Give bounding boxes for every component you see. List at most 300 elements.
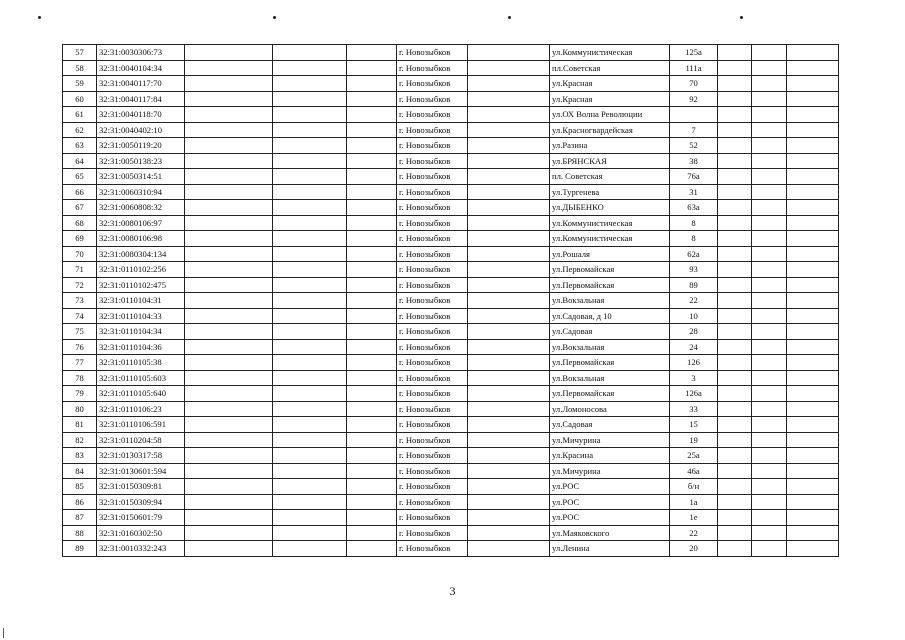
row-number: 71	[63, 262, 97, 278]
cadastral-number: 32:31:0050138:23	[97, 153, 185, 169]
cadastral-number: 32:31:0030306:73	[97, 45, 185, 61]
house-number: 31	[670, 184, 718, 200]
empty-cell	[347, 432, 397, 448]
empty-cell	[347, 541, 397, 557]
empty-cell	[347, 401, 397, 417]
empty-cell	[752, 277, 787, 293]
city-name: г. Новозыбков	[397, 324, 468, 340]
empty-cell	[185, 448, 273, 464]
empty-cell	[752, 60, 787, 76]
empty-cell	[185, 107, 273, 123]
row-number: 84	[63, 463, 97, 479]
table-row	[63, 355, 839, 371]
empty-cell	[347, 386, 397, 402]
property-table	[62, 44, 839, 557]
empty-cell	[185, 277, 273, 293]
house-number: 28	[670, 324, 718, 340]
empty-cell	[185, 293, 273, 309]
empty-cell	[787, 541, 839, 557]
empty-cell	[468, 324, 550, 340]
house-number: б/н	[670, 479, 718, 495]
house-number: 92	[670, 91, 718, 107]
empty-cell	[468, 76, 550, 92]
row-number: 61	[63, 107, 97, 123]
city-name: г. Новозыбков	[397, 169, 468, 185]
empty-cell	[752, 386, 787, 402]
city-name: г. Новозыбков	[397, 200, 468, 216]
city-name: г. Новозыбков	[397, 370, 468, 386]
row-number: 64	[63, 153, 97, 169]
empty-cell	[468, 246, 550, 262]
street-name: ул.Садовая	[550, 417, 670, 433]
empty-cell	[347, 355, 397, 371]
city-name: г. Новозыбков	[397, 355, 468, 371]
empty-cell	[273, 355, 347, 371]
cadastral-number: 32:31:0110204:58	[97, 432, 185, 448]
empty-cell	[185, 215, 273, 231]
table-row	[63, 541, 839, 557]
empty-cell	[718, 60, 752, 76]
street-name: ул.ДЫБЕНКО	[550, 200, 670, 216]
empty-cell	[718, 324, 752, 340]
table-row	[63, 76, 839, 92]
house-number: 111а	[670, 60, 718, 76]
empty-cell	[185, 463, 273, 479]
table-row	[63, 231, 839, 247]
empty-cell	[468, 138, 550, 154]
row-number: 74	[63, 308, 97, 324]
empty-cell	[347, 76, 397, 92]
empty-cell	[185, 355, 273, 371]
cadastral-number: 32:31:0150309:94	[97, 494, 185, 510]
street-name: ул.Вокзальная	[550, 339, 670, 355]
empty-cell	[468, 45, 550, 61]
empty-cell	[468, 169, 550, 185]
row-number: 79	[63, 386, 97, 402]
empty-cell	[718, 138, 752, 154]
empty-cell	[752, 417, 787, 433]
street-name: ул.Разина	[550, 138, 670, 154]
empty-cell	[787, 200, 839, 216]
empty-cell	[347, 91, 397, 107]
street-name: ул.Красная	[550, 76, 670, 92]
empty-cell	[347, 138, 397, 154]
house-number: 76а	[670, 169, 718, 185]
empty-cell	[752, 448, 787, 464]
table-row	[63, 45, 839, 61]
cadastral-number: 32:31:0110104:34	[97, 324, 185, 340]
cadastral-number: 32:31:0040104:34	[97, 60, 185, 76]
city-name: г. Новозыбков	[397, 417, 468, 433]
cadastral-number: 32:31:0110106:591	[97, 417, 185, 433]
empty-cell	[273, 479, 347, 495]
city-name: г. Новозыбков	[397, 494, 468, 510]
street-name: ул.Первомайская	[550, 277, 670, 293]
table-row	[63, 448, 839, 464]
row-number: 82	[63, 432, 97, 448]
row-number: 58	[63, 60, 97, 76]
row-number: 68	[63, 215, 97, 231]
empty-cell	[752, 541, 787, 557]
empty-cell	[752, 138, 787, 154]
row-number: 76	[63, 339, 97, 355]
empty-cell	[718, 386, 752, 402]
empty-cell	[273, 401, 347, 417]
row-number: 66	[63, 184, 97, 200]
house-number: 125а	[670, 45, 718, 61]
empty-cell	[347, 45, 397, 61]
empty-cell	[752, 510, 787, 526]
city-name: г. Новозыбков	[397, 91, 468, 107]
table-row	[63, 138, 839, 154]
empty-cell	[718, 184, 752, 200]
empty-cell	[718, 107, 752, 123]
street-name: ул.БРЯНСКАЯ	[550, 153, 670, 169]
table-row	[63, 386, 839, 402]
empty-cell	[718, 76, 752, 92]
city-name: г. Новозыбков	[397, 138, 468, 154]
empty-cell	[185, 60, 273, 76]
empty-cell	[468, 184, 550, 200]
table-row	[63, 60, 839, 76]
empty-cell	[185, 138, 273, 154]
empty-cell	[718, 45, 752, 61]
house-number: 24	[670, 339, 718, 355]
row-number: 60	[63, 91, 97, 107]
empty-cell	[185, 45, 273, 61]
margin-mark	[3, 628, 4, 638]
cadastral-number: 32:31:0110105:603	[97, 370, 185, 386]
empty-cell	[273, 448, 347, 464]
empty-cell	[273, 417, 347, 433]
empty-cell	[787, 308, 839, 324]
empty-cell	[787, 479, 839, 495]
empty-cell	[347, 60, 397, 76]
empty-cell	[787, 169, 839, 185]
empty-cell	[787, 448, 839, 464]
empty-cell	[185, 76, 273, 92]
empty-cell	[468, 417, 550, 433]
empty-cell	[468, 107, 550, 123]
empty-cell	[347, 231, 397, 247]
empty-cell	[185, 122, 273, 138]
empty-cell	[347, 308, 397, 324]
street-name: ул.Мичурина	[550, 432, 670, 448]
empty-cell	[273, 510, 347, 526]
empty-cell	[347, 370, 397, 386]
empty-cell	[752, 355, 787, 371]
empty-cell	[347, 277, 397, 293]
empty-cell	[273, 386, 347, 402]
empty-cell	[185, 184, 273, 200]
empty-cell	[752, 107, 787, 123]
empty-cell	[468, 91, 550, 107]
cadastral-number: 32:31:0110104:31	[97, 293, 185, 309]
empty-cell	[787, 138, 839, 154]
empty-cell	[185, 494, 273, 510]
table-row	[63, 91, 839, 107]
city-name: г. Новозыбков	[397, 60, 468, 76]
empty-cell	[468, 122, 550, 138]
cadastral-number: 32:31:0110106:23	[97, 401, 185, 417]
empty-cell	[273, 122, 347, 138]
empty-cell	[347, 463, 397, 479]
empty-cell	[718, 339, 752, 355]
empty-cell	[273, 231, 347, 247]
empty-cell	[718, 463, 752, 479]
house-number: 19	[670, 432, 718, 448]
street-name: ул.РОС	[550, 479, 670, 495]
empty-cell	[718, 479, 752, 495]
empty-cell	[273, 107, 347, 123]
empty-cell	[185, 169, 273, 185]
street-name: ул.Первомайская	[550, 262, 670, 278]
empty-cell	[347, 510, 397, 526]
table-row	[63, 308, 839, 324]
row-number: 69	[63, 231, 97, 247]
empty-cell	[347, 324, 397, 340]
empty-cell	[787, 432, 839, 448]
empty-cell	[787, 60, 839, 76]
empty-cell	[718, 293, 752, 309]
house-number: 8	[670, 215, 718, 231]
empty-cell	[347, 215, 397, 231]
empty-cell	[273, 494, 347, 510]
empty-cell	[185, 324, 273, 340]
street-name: ул.Красина	[550, 448, 670, 464]
city-name: г. Новозыбков	[397, 308, 468, 324]
empty-cell	[752, 215, 787, 231]
city-name: г. Новозыбков	[397, 215, 468, 231]
empty-cell	[347, 153, 397, 169]
empty-cell	[468, 339, 550, 355]
empty-cell	[787, 107, 839, 123]
table-row	[63, 153, 839, 169]
empty-cell	[787, 262, 839, 278]
empty-cell	[787, 463, 839, 479]
city-name: г. Новозыбков	[397, 262, 468, 278]
city-name: г. Новозыбков	[397, 339, 468, 355]
cadastral-number: 32:31:0040117:84	[97, 91, 185, 107]
empty-cell	[468, 448, 550, 464]
house-number: 52	[670, 138, 718, 154]
house-number: 62а	[670, 246, 718, 262]
empty-cell	[787, 184, 839, 200]
city-name: г. Новозыбков	[397, 122, 468, 138]
street-name: ул.Красногвардейская	[550, 122, 670, 138]
empty-cell	[347, 293, 397, 309]
empty-cell	[468, 479, 550, 495]
empty-cell	[468, 355, 550, 371]
table-row	[63, 324, 839, 340]
cadastral-number: 32:31:0050314:51	[97, 169, 185, 185]
empty-cell	[347, 169, 397, 185]
empty-cell	[185, 525, 273, 541]
empty-cell	[718, 355, 752, 371]
row-number: 65	[63, 169, 97, 185]
empty-cell	[185, 262, 273, 278]
empty-cell	[468, 308, 550, 324]
table-row	[63, 277, 839, 293]
cadastral-number: 32:31:0150601:79	[97, 510, 185, 526]
city-name: г. Новозыбков	[397, 107, 468, 123]
house-number: 46а	[670, 463, 718, 479]
table-row	[63, 262, 839, 278]
city-name: г. Новозыбков	[397, 510, 468, 526]
empty-cell	[468, 401, 550, 417]
empty-cell	[185, 417, 273, 433]
empty-cell	[347, 246, 397, 262]
cadastral-number: 32:31:0110105:640	[97, 386, 185, 402]
scan-dot	[508, 16, 511, 19]
scan-dot	[740, 16, 743, 19]
empty-cell	[787, 510, 839, 526]
street-name: пл. Советская	[550, 169, 670, 185]
empty-cell	[347, 494, 397, 510]
cadastral-number: 32:31:0110102:256	[97, 262, 185, 278]
empty-cell	[273, 277, 347, 293]
street-name: ул.РОС	[550, 510, 670, 526]
street-name: ул.Ленина	[550, 541, 670, 557]
empty-cell	[468, 510, 550, 526]
table-row	[63, 510, 839, 526]
empty-cell	[718, 262, 752, 278]
empty-cell	[185, 231, 273, 247]
house-number: 10	[670, 308, 718, 324]
cadastral-number: 32:31:0060808:32	[97, 200, 185, 216]
street-name: ул.Рошаля	[550, 246, 670, 262]
row-number: 57	[63, 45, 97, 61]
street-name: ул.Мичурина	[550, 463, 670, 479]
empty-cell	[273, 215, 347, 231]
empty-cell	[468, 215, 550, 231]
empty-cell	[787, 355, 839, 371]
empty-cell	[273, 246, 347, 262]
cadastral-number: 32:31:0080106:97	[97, 215, 185, 231]
row-number: 70	[63, 246, 97, 262]
row-number: 59	[63, 76, 97, 92]
empty-cell	[787, 417, 839, 433]
table-row	[63, 122, 839, 138]
street-name: ул.Садовая	[550, 324, 670, 340]
house-number: 15	[670, 417, 718, 433]
street-name: ул.РОС	[550, 494, 670, 510]
empty-cell	[347, 262, 397, 278]
city-name: г. Новозыбков	[397, 541, 468, 557]
empty-cell	[347, 184, 397, 200]
empty-cell	[185, 432, 273, 448]
empty-cell	[787, 494, 839, 510]
city-name: г. Новозыбков	[397, 76, 468, 92]
street-name: ул.ОХ Волна Революции	[550, 107, 670, 123]
empty-cell	[718, 541, 752, 557]
empty-cell	[468, 262, 550, 278]
scan-dot	[38, 16, 41, 19]
empty-cell	[273, 525, 347, 541]
empty-cell	[185, 308, 273, 324]
empty-cell	[468, 432, 550, 448]
street-name: ул.Вокзальная	[550, 370, 670, 386]
cadastral-number: 32:31:0040117:70	[97, 76, 185, 92]
empty-cell	[273, 200, 347, 216]
empty-cell	[752, 200, 787, 216]
empty-cell	[718, 231, 752, 247]
city-name: г. Новозыбков	[397, 386, 468, 402]
empty-cell	[273, 262, 347, 278]
street-name: пл.Советская	[550, 60, 670, 76]
cadastral-number: 32:31:0040402:10	[97, 122, 185, 138]
empty-cell	[347, 339, 397, 355]
empty-cell	[718, 246, 752, 262]
house-number: 63а	[670, 200, 718, 216]
empty-cell	[347, 107, 397, 123]
empty-cell	[185, 153, 273, 169]
empty-cell	[273, 370, 347, 386]
empty-cell	[752, 231, 787, 247]
table-row	[63, 200, 839, 216]
empty-cell	[347, 525, 397, 541]
street-name: ул.Коммунистическая	[550, 215, 670, 231]
empty-cell	[468, 277, 550, 293]
row-number: 81	[63, 417, 97, 433]
empty-cell	[468, 231, 550, 247]
empty-cell	[718, 417, 752, 433]
empty-cell	[787, 215, 839, 231]
house-number: 1е	[670, 510, 718, 526]
table-row	[63, 370, 839, 386]
empty-cell	[752, 246, 787, 262]
table-row	[63, 215, 839, 231]
empty-cell	[752, 153, 787, 169]
empty-cell	[185, 401, 273, 417]
empty-cell	[787, 525, 839, 541]
table-row	[63, 184, 839, 200]
empty-cell	[787, 339, 839, 355]
empty-cell	[468, 200, 550, 216]
empty-cell	[752, 91, 787, 107]
city-name: г. Новозыбков	[397, 231, 468, 247]
empty-cell	[273, 184, 347, 200]
table-row	[63, 463, 839, 479]
page-number: 3	[449, 584, 456, 598]
cadastral-number: 32:31:0130317:58	[97, 448, 185, 464]
property-table-container	[62, 44, 839, 557]
empty-cell	[468, 463, 550, 479]
empty-cell	[752, 370, 787, 386]
cadastral-number: 32:31:0110104:33	[97, 308, 185, 324]
empty-cell	[787, 91, 839, 107]
empty-cell	[752, 45, 787, 61]
empty-cell	[718, 370, 752, 386]
empty-cell	[273, 324, 347, 340]
empty-cell	[787, 246, 839, 262]
empty-cell	[347, 122, 397, 138]
city-name: г. Новозыбков	[397, 432, 468, 448]
row-number: 75	[63, 324, 97, 340]
street-name: ул.Ломоносова	[550, 401, 670, 417]
city-name: г. Новозыбков	[397, 277, 468, 293]
row-number: 72	[63, 277, 97, 293]
city-name: г. Новозыбков	[397, 463, 468, 479]
empty-cell	[185, 91, 273, 107]
empty-cell	[718, 122, 752, 138]
table-row	[63, 401, 839, 417]
empty-cell	[787, 386, 839, 402]
table-row	[63, 479, 839, 495]
cadastral-number: 32:31:0010332:243	[97, 541, 185, 557]
empty-cell	[347, 448, 397, 464]
street-name: ул.Коммунистическая	[550, 231, 670, 247]
